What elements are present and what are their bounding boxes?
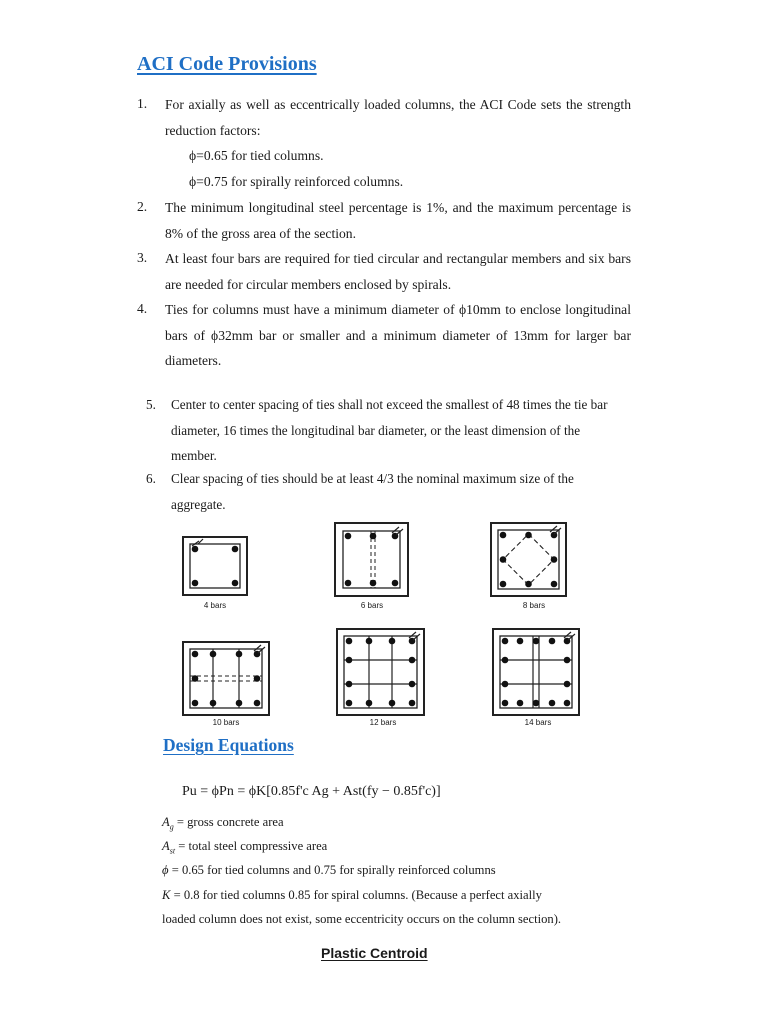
provision-item-6: Clear spacing of ties should be at least 4/3 the nominal maximum size of the aggregate. xyxy=(171,471,574,512)
def-phi-text: = 0.65 for tied columns and 0.75 for spirally reinforced columns xyxy=(171,863,496,877)
section-title-provisions: ACI Code Provisions xyxy=(137,53,317,75)
tie-diagram-10-bars xyxy=(182,638,272,718)
caption-10-bars: 10 bars xyxy=(212,718,240,727)
caption-8-bars: 8 bars xyxy=(522,601,546,610)
provision-item-4: Ties for columns must have a minimum diameter of ϕ10mm to enclose longitudinal bars of ϕ32mm bar or smaller and a minimum diameter of 13mm for larger bar diameters. xyxy=(165,302,631,368)
provision-item-1: For axially as well as eccentrically loaded columns, the ACI Code sets the strength reduction factors: xyxy=(165,97,631,138)
def-ag-text: = gross concrete area xyxy=(176,815,284,829)
caption-6-bars: 6 bars xyxy=(360,601,384,610)
provision-item-2: The minimum longitudinal steel percentage is 1%, and the maximum percentage is 8% of the gross area of the section. xyxy=(165,200,631,241)
def-ag: $A_g$ = gross concrete area xyxy=(162,815,284,832)
tie-diagram-14-bars xyxy=(492,628,582,718)
item-number-4: 4. xyxy=(137,301,148,316)
def-k-continued: loaded column does not exist, some eccentricity occurs on the column section). xyxy=(162,912,562,926)
item-number-2: 2. xyxy=(137,199,148,214)
phi-spiral-line: ϕ=0.75 for spirally reinforced columns. xyxy=(189,174,404,189)
section-title-design-equations: Design Equations xyxy=(163,735,294,755)
def-k-text: = 0.8 for tied columns 0.85 for spiral columns. (Because a perfect axially xyxy=(173,888,542,902)
caption-14-bars: 14 bars xyxy=(524,718,552,727)
tie-diagram-4-bars xyxy=(180,528,260,598)
def-phi: ϕ = 0.65 for tied columns and 0.75 for spirally reinforced columns xyxy=(162,863,496,877)
def-k: K = 0.8 for tied columns 0.85 for spiral columns. (Because a perfect axially xyxy=(162,888,542,902)
provision-item-3: At least four bars are required for tied circular and rectangular members and six bars are needed for circular members enclosed by spirals. xyxy=(165,251,631,292)
item-number-5: 5. xyxy=(146,397,156,412)
tie-diagram-6-bars xyxy=(334,522,414,602)
caption-12-bars: 12 bars xyxy=(369,718,397,727)
design-equation xyxy=(182,784,441,800)
design-equation-text: Pu = ϕPn = ϕK[0.85f'c Ag + Ast(fy − 0.85f'c)] xyxy=(182,784,441,799)
phi-tied-line: ϕ=0.65 for tied columns. xyxy=(189,148,324,163)
item-number-3: 3. xyxy=(137,250,148,265)
tie-diagram-12-bars xyxy=(336,628,426,718)
plastic-centroid-heading: Plastic Centroid xyxy=(321,945,428,961)
item-number-6: 6. xyxy=(146,471,156,486)
provision-item-5: Center to center spacing of ties shall not exceed the smallest of 48 times the tie bar diameter, 16 times the longitudinal bar diameter, or the least dimension of the member. xyxy=(171,397,608,463)
caption-4-bars: 4 bars xyxy=(203,601,227,610)
def-ast-text: = total steel compressive area xyxy=(178,839,328,853)
def-ast: $A_{st}$ = total steel compressive area xyxy=(162,839,328,856)
tie-diagram-8-bars xyxy=(490,522,570,602)
item-number-1: 1. xyxy=(137,96,148,111)
